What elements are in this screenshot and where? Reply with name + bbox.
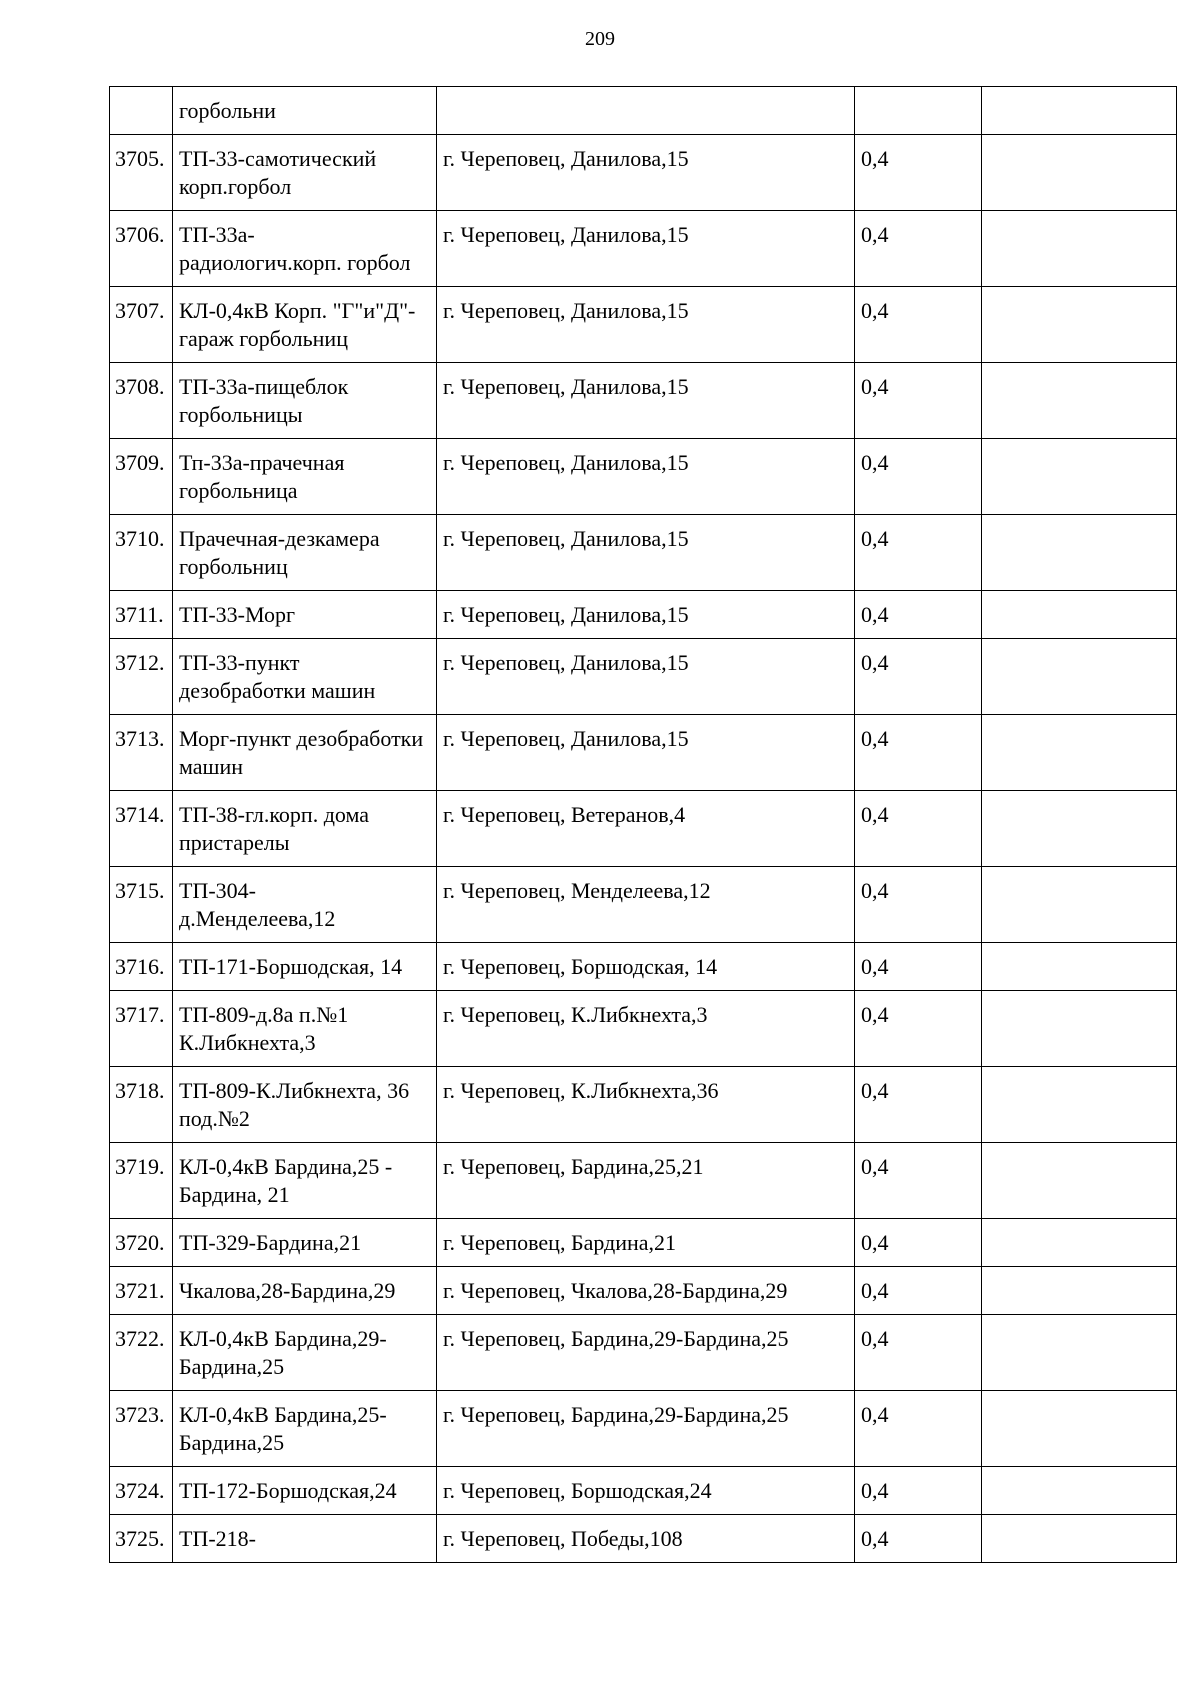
extra-cell — [982, 991, 1177, 1067]
voltage-cell: 0,4 — [855, 991, 982, 1067]
address-cell: г. Череповец, Чкалова,28-Бардина,29 — [437, 1267, 855, 1315]
address-cell: г. Череповец, Данилова,15 — [437, 515, 855, 591]
table-row — [110, 991, 1177, 1067]
address-cell: г. Череповец, Данилова,15 — [437, 363, 855, 439]
voltage-cell: 0,4 — [855, 1067, 982, 1143]
row-number-cell: 3713. — [110, 715, 173, 791]
facility-name-cell: Тп-33а-прачечная горбольница — [173, 439, 437, 515]
row-number-cell: 3724. — [110, 1467, 173, 1515]
address-cell: г. Череповец, Победы,108 — [437, 1515, 855, 1563]
address-cell: г. Череповец, Боршодская, 14 — [437, 943, 855, 991]
extra-cell — [982, 715, 1177, 791]
facility-name-cell: ТП-38-гл.корп. дома пристарелы — [173, 791, 437, 867]
table-row — [110, 715, 1177, 791]
extra-cell — [982, 1515, 1177, 1563]
table-row — [110, 1515, 1177, 1563]
row-number-cell: 3725. — [110, 1515, 173, 1563]
extra-cell — [982, 439, 1177, 515]
address-cell: г. Череповец, Бардина,21 — [437, 1219, 855, 1267]
address-cell: г. Череповец, Боршодская,24 — [437, 1467, 855, 1515]
facility-name-cell: КЛ-0,4кВ Бардина,25- Бардина,25 — [173, 1391, 437, 1467]
address-cell: г. Череповец, Данилова,15 — [437, 715, 855, 791]
voltage-cell: 0,4 — [855, 867, 982, 943]
extra-cell — [982, 135, 1177, 211]
row-number-cell: 3709. — [110, 439, 173, 515]
table-row — [110, 287, 1177, 363]
row-number-cell: 3722. — [110, 1315, 173, 1391]
facility-name-cell: горбольни — [173, 87, 437, 135]
row-number-cell: 3716. — [110, 943, 173, 991]
extra-cell — [982, 1143, 1177, 1219]
extra-cell — [982, 1219, 1177, 1267]
voltage-cell: 0,4 — [855, 1143, 982, 1219]
row-number-cell: 3707. — [110, 287, 173, 363]
voltage-cell: 0,4 — [855, 1391, 982, 1467]
extra-cell — [982, 867, 1177, 943]
voltage-cell: 0,4 — [855, 1219, 982, 1267]
row-number-cell: 3719. — [110, 1143, 173, 1219]
address-cell: г. Череповец, Бардина,29-Бардина,25 — [437, 1315, 855, 1391]
voltage-cell: 0,4 — [855, 211, 982, 287]
row-number-cell: 3708. — [110, 363, 173, 439]
extra-cell — [982, 591, 1177, 639]
table-row — [110, 439, 1177, 515]
table-row — [110, 1267, 1177, 1315]
voltage-cell: 0,4 — [855, 1315, 982, 1391]
extra-cell — [982, 1067, 1177, 1143]
extra-cell — [982, 1267, 1177, 1315]
voltage-cell: 0,4 — [855, 439, 982, 515]
row-number-cell: 3718. — [110, 1067, 173, 1143]
row-number-cell — [110, 87, 173, 135]
table-row — [110, 1315, 1177, 1391]
table-row — [110, 639, 1177, 715]
facility-name-cell: КЛ-0,4кВ Бардина,25 - Бардина, 21 — [173, 1143, 437, 1219]
facility-name-cell: ТП-172-Боршодская,24 — [173, 1467, 437, 1515]
table-row — [110, 135, 1177, 211]
row-number-cell: 3715. — [110, 867, 173, 943]
facility-name-cell: ТП-809-К.Либкнехта, 36 под.№2 — [173, 1067, 437, 1143]
address-cell: г. Череповец, Ветеранов,4 — [437, 791, 855, 867]
facility-name-cell: Морг-пункт дезобработки машин — [173, 715, 437, 791]
facility-name-cell: Прачечная-дезкамера горбольниц — [173, 515, 437, 591]
facility-name-cell: ТП-218- — [173, 1515, 437, 1563]
voltage-cell — [855, 87, 982, 135]
row-number-cell: 3714. — [110, 791, 173, 867]
extra-cell — [982, 943, 1177, 991]
facility-name-cell: ТП-33а-пищеблок горбольницы — [173, 363, 437, 439]
page-number: 209 — [585, 28, 615, 50]
extra-cell — [982, 1391, 1177, 1467]
address-cell: г. Череповец, Данилова,15 — [437, 211, 855, 287]
extra-cell — [982, 363, 1177, 439]
row-number-cell: 3705. — [110, 135, 173, 211]
row-number-cell: 3717. — [110, 991, 173, 1067]
voltage-cell: 0,4 — [855, 1515, 982, 1563]
voltage-cell: 0,4 — [855, 363, 982, 439]
facilities-table — [109, 86, 1177, 1563]
address-cell: г. Череповец, Данилова,15 — [437, 135, 855, 211]
table-row — [110, 1067, 1177, 1143]
voltage-cell: 0,4 — [855, 715, 982, 791]
facility-name-cell: КЛ-0,4кВ Бардина,29- Бардина,25 — [173, 1315, 437, 1391]
extra-cell — [982, 287, 1177, 363]
address-cell: г. Череповец, К.Либкнехта,3 — [437, 991, 855, 1067]
table-row — [110, 867, 1177, 943]
voltage-cell: 0,4 — [855, 135, 982, 211]
table-row — [110, 363, 1177, 439]
row-number-cell: 3721. — [110, 1267, 173, 1315]
table-row — [110, 1143, 1177, 1219]
facility-name-cell: ТП-304- д.Менделеева,12 — [173, 867, 437, 943]
facility-name-cell: КЛ-0,4кВ Корп. "Г"и"Д"-гараж горбольниц — [173, 287, 437, 363]
address-cell: г. Череповец, Данилова,15 — [437, 287, 855, 363]
row-number-cell: 3712. — [110, 639, 173, 715]
address-cell: г. Череповец, Данилова,15 — [437, 639, 855, 715]
table-row — [110, 1219, 1177, 1267]
voltage-cell: 0,4 — [855, 1267, 982, 1315]
voltage-cell: 0,4 — [855, 1467, 982, 1515]
table-row — [110, 1467, 1177, 1515]
facility-name-cell: ТП-33-пункт дезобработки машин — [173, 639, 437, 715]
address-cell: г. Череповец, Бардина,29-Бардина,25 — [437, 1391, 855, 1467]
voltage-cell: 0,4 — [855, 591, 982, 639]
facility-name-cell: ТП-33а- радиологич.корп. горбол — [173, 211, 437, 287]
facility-name-cell: ТП-171-Боршодская, 14 — [173, 943, 437, 991]
voltage-cell: 0,4 — [855, 287, 982, 363]
address-cell: г. Череповец, К.Либкнехта,36 — [437, 1067, 855, 1143]
voltage-cell: 0,4 — [855, 639, 982, 715]
table-row — [110, 211, 1177, 287]
extra-cell — [982, 87, 1177, 135]
address-cell: г. Череповец, Бардина,25,21 — [437, 1143, 855, 1219]
extra-cell — [982, 515, 1177, 591]
facility-name-cell: Чкалова,28-Бардина,29 — [173, 1267, 437, 1315]
table-body — [110, 87, 1177, 1563]
address-cell: г. Череповец, Менделеева,12 — [437, 867, 855, 943]
address-cell: г. Череповец, Данилова,15 — [437, 591, 855, 639]
row-number-cell: 3720. — [110, 1219, 173, 1267]
row-number-cell: 3723. — [110, 1391, 173, 1467]
extra-cell — [982, 211, 1177, 287]
facility-name-cell: ТП-329-Бардина,21 — [173, 1219, 437, 1267]
facility-name-cell: ТП-809-д.8а п.№1 К.Либкнехта,3 — [173, 991, 437, 1067]
address-cell: г. Череповец, Данилова,15 — [437, 439, 855, 515]
row-number-cell: 3706. — [110, 211, 173, 287]
table-row — [110, 943, 1177, 991]
table-row — [110, 1391, 1177, 1467]
voltage-cell: 0,4 — [855, 515, 982, 591]
voltage-cell: 0,4 — [855, 943, 982, 991]
table-row — [110, 515, 1177, 591]
facility-name-cell: ТП-33-Морг — [173, 591, 437, 639]
facility-name-cell: ТП-33-самотический корп.горбол — [173, 135, 437, 211]
row-number-cell: 3711. — [110, 591, 173, 639]
address-cell — [437, 87, 855, 135]
extra-cell — [982, 791, 1177, 867]
extra-cell — [982, 1467, 1177, 1515]
table-row — [110, 791, 1177, 867]
table-row — [110, 591, 1177, 639]
table-row — [110, 87, 1177, 135]
voltage-cell: 0,4 — [855, 791, 982, 867]
extra-cell — [982, 639, 1177, 715]
extra-cell — [982, 1315, 1177, 1391]
row-number-cell: 3710. — [110, 515, 173, 591]
